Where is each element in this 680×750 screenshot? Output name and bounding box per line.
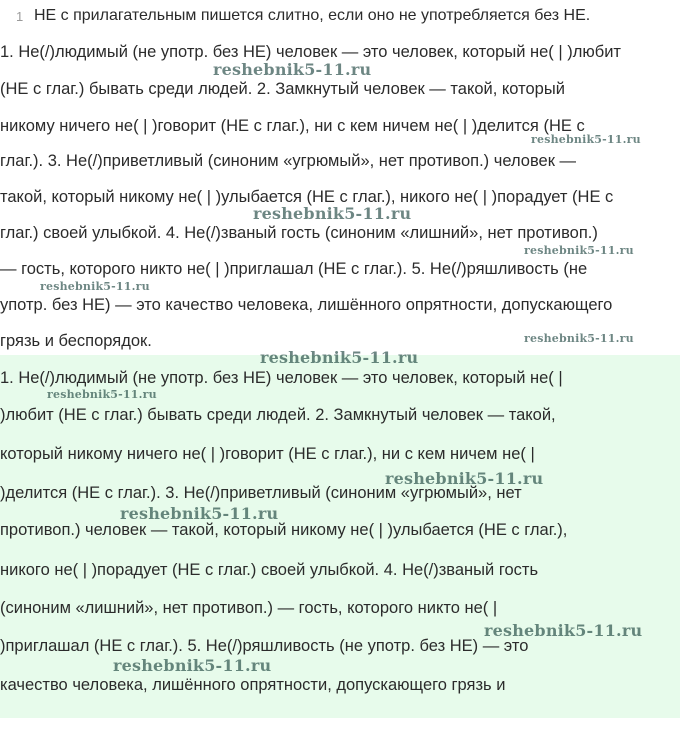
watermark: reshebnik5-11.ru — [47, 388, 157, 401]
text-line: — гость, которого никто не( | )приглашал (НЕ с глаг.). 5. Не(/)ряшливость (не — [0, 260, 588, 278]
text-line: грязь и беспорядок. — [0, 332, 152, 350]
text-line: качество человека, лишённого опрятности, допускающего грязь и — [0, 676, 506, 694]
paragraph-plain — [0, 0, 680, 355]
exercise-number: 1 — [16, 9, 24, 24]
watermark: reshebnik5-11.ru — [524, 332, 634, 345]
text-line: (НЕ с глаг.) бывать среди людей. 2. Замкнутый человек — такой, который — [0, 80, 565, 98]
text-line: никого не( | )порадует (НЕ с глаг.) своей улыбкой. 4. Не(/)званый гость — [0, 561, 539, 579]
watermark: reshebnik5-11.ru — [524, 244, 634, 257]
watermark: reshebnik5-11.ru — [260, 348, 419, 367]
text-line: употр. без НЕ) — это качество человека, лишённого опрятности, допускающего — [0, 296, 613, 314]
text-line: такой, который никому не( | )улыбается (НЕ с глаг.), никого не( | )порадует (НЕ с — [0, 188, 614, 206]
watermark: reshebnik5-11.ru — [385, 469, 544, 488]
text-line: который никому ничего не( | )говорит (НЕ с глаг.), ни с кем ничем не( | — [0, 445, 535, 463]
text-line: 1. Не(/)людимый (не употр. без НЕ) человек — это человек, который не( | )любит — [0, 43, 621, 61]
watermark: reshebnik5-11.ru — [40, 280, 150, 293]
watermark: reshebnik5-11.ru — [213, 60, 372, 79]
text-line: глаг.). 3. Не(/)приветливый (синоним «угрюмый», нет противоп.) человек — — [0, 152, 577, 170]
watermark: reshebnik5-11.ru — [113, 656, 272, 675]
watermark: reshebnik5-11.ru — [253, 204, 412, 223]
text-line: (синоним «лишний», нет противоп.) — гость, которого никто не( | — [0, 599, 498, 617]
text-line: глаг.) своей улыбкой. 4. Не(/)званый гость (синоним «лишний», нет противоп.) — [0, 224, 598, 242]
text-line: )делится (НЕ с глаг.). 3. Не(/)приветливый (синоним «угрюмый», нет — [0, 484, 522, 502]
text-line: никому ничего не( | )говорит (НЕ с глаг.), ни с кем ничем не( | )делится (НЕ с — [0, 117, 585, 135]
watermark: reshebnik5-11.ru — [484, 621, 643, 640]
text-line: противоп.) человек — такой, который никому не( | )улыбается (НЕ с глаг.), — [0, 521, 568, 539]
watermark: reshebnik5-11.ru — [120, 504, 279, 523]
exercise-rule-title: НЕ с прилагательным пишется слитно, если оно не употребляется без НЕ. — [34, 7, 591, 24]
watermark: reshebnik5-11.ru — [531, 133, 641, 146]
text-line: )любит (НЕ с глаг.) бывать среди людей. 2. Замкнутый человек — такой, — [0, 406, 556, 424]
text-line: 1. Не(/)людимый (не употр. без НЕ) человек — это человек, который не( | — [0, 369, 563, 387]
paragraph-highlighted — [0, 355, 680, 718]
text-line: )приглашал (НЕ с глаг.). 5. Не(/)ряшливость (не употр. без НЕ) — это — [0, 637, 529, 655]
